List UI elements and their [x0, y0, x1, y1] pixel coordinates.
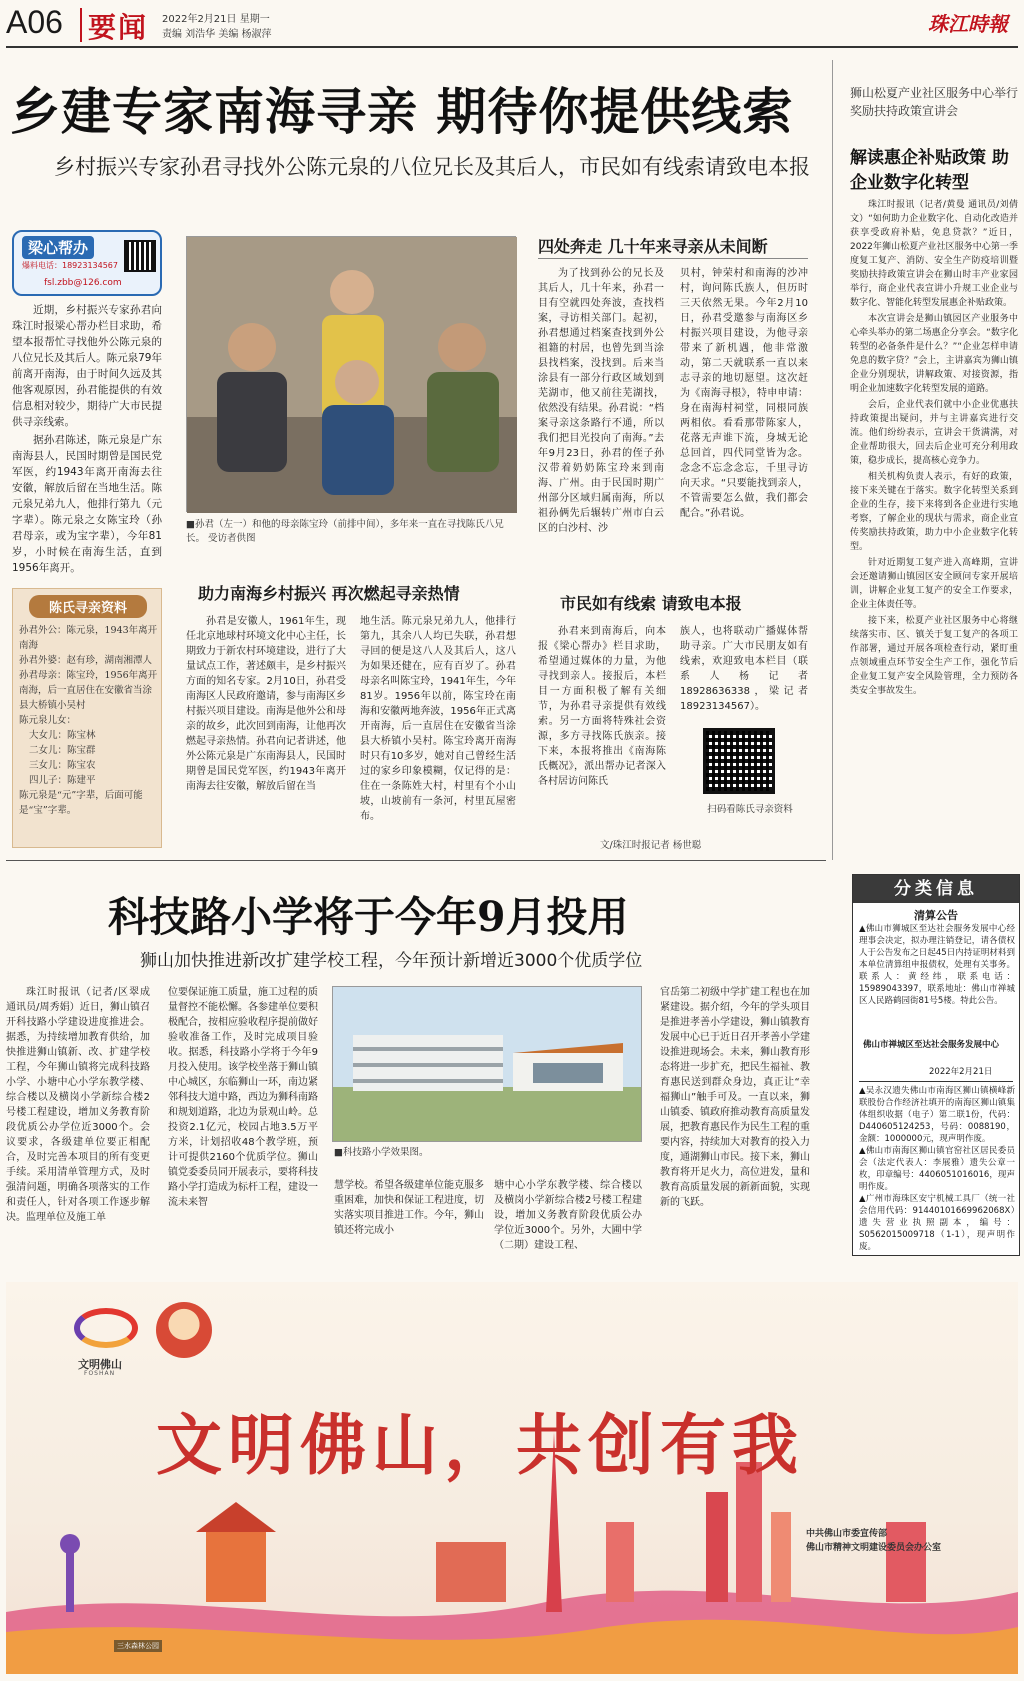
section3-title: 市民如有线索 请致电本报 — [560, 594, 742, 613]
sidebar-para: 会后，企业代表们就中小企业优惠扶持政策提出疑问，并与主讲嘉宾进行交流。他们纷纷表示，宣讲会干货满满，对企业帮助很大，回去后企业可充分利用政策，稳步成长，提高核心竞争力。 — [850, 400, 1018, 466]
family-info-item: 二女儿：陈宝群 — [29, 745, 96, 756]
classified-notice-1-sign: 佛山市禅城区至达社会服务发展中心 — [863, 1040, 1000, 1050]
family-photo-illustration — [187, 237, 517, 513]
family-photo — [186, 236, 516, 512]
banner-park-sign: 三水森林公园 — [114, 1640, 162, 1652]
lead-intro — [12, 302, 162, 578]
banner-logo-mark — [74, 1308, 138, 1348]
classified-notice: ▲广州市海珠区安宁机械工具厂（统一社会信用代码：91440101669962068X）遗失营业执照副本，编号：S0562015009718（1-1），现声明作废。 — [859, 1194, 1015, 1252]
family-info-item: 孙君外公：陈元泉，1943年离开南海 — [19, 625, 158, 651]
page-number: A06 — [6, 4, 63, 40]
section3-col2: 族人，也将联动广播媒体帮助寻亲。广大市民朋友如有线索，欢迎致电本栏目（联系人杨记者18928636338，梁记者18923134567）。 — [680, 626, 808, 712]
sidebar-body — [850, 198, 1018, 848]
lead-headline: 乡建专家南海寻亲 期待你提供线索 — [10, 82, 794, 141]
hotline-box — [12, 230, 162, 296]
school-photo — [332, 986, 642, 1142]
second-col1: 珠江时报讯（记者/区翠成 通讯员/周秀娟）近日，狮山镇召开科技路小学建设进度推进会。据悉，为持续增加教育供给，加快推进狮山镇新、改、扩建学校工程，今年狮山镇将完成科技路小学、小塘中心小学东教学楼、综合楼以及横岗小学新综合楼2号楼工程建设，增加义务教育阶段优质公办学位近3000个。会议要求，各级建单位要正相配合，及时完善本项目的所有变更手续。采用清单管理方式，及时强清问题，明确各项落实的工作和责任人，针对各项工作逐步解决。监理单位及施工单 — [6, 987, 150, 1223]
banner-sponsor-1: 中共佛山市委宣传部 — [806, 1529, 888, 1539]
section2-title: 助力南海乡村振兴 再次燃起寻亲热情 — [198, 584, 460, 603]
sidebar-para: 珠江时报讯（记者/黄曼 通讯员/刘倩文）“如何助力企业数字化、自动化改造并获享受政府补贴，免息贷款？”近日，2022年狮山松夏产业社区服务中心第一季度复工复产、消防、安全生产防疫培训暨奖励扶持政策宣讲会在狮山时丰产业家园举行，商企业代表宣讲小升规工业企业与数字化、智能化转型发展惠企补贴政策。 — [850, 200, 1018, 308]
classified-box — [852, 874, 1020, 1256]
second-col3: 慧学校。希望各级建单位能克服多重困难，加快和保证工程进度，切实落实项目推进工作。今年，狮山镇还将完成小 — [334, 1180, 484, 1236]
sidebar-para: 针对近期复工复产进入高峰期，宣讲会还邀请狮山镇园区安全顾问专家开展培训，讲解企业复工复产的安全工作要求，企业主体责任等。 — [850, 558, 1018, 610]
classified-header: 分类信息 — [853, 875, 1019, 903]
sidebar-kicker: 狮山松夏产业社区服务中心举行奖励扶持政策宣讲会 — [850, 86, 1019, 118]
lead-intro-para-1: 近期，乡村振兴专家孙君向珠江时报梁心帮办栏目求助，希望本报帮忙寻找他外公陈元泉的八位兄长及其后人。陈元泉79年前离开南海，由于时间久远及其他客观原因，孙君能提供的有效信息相对较少，期待广大市民提供寻亲线索。 — [12, 304, 162, 428]
sidebar-para: 相关机构负责人表示，有好的政策，接下来关键在于落实。数字化转型关系到企业的生存，接下来将到各企业进行实地考察，了解企业的现状与需求，商企业宣传奖励扶持政策，助力中小企业数字化转型。 — [850, 472, 1018, 552]
section2-col2: 地生活。陈元泉兄弟九人，他排行第九，其余八人均已失联，孙君想寻回的便是这八人及其后人，这八为如果还健在，应有百岁了。孙君母亲名叫陈宝玲，1941年生，今年81岁。1956年以前，陈宝玲在南海和安徽两地奔波，1956年正式离开南海，后一直居住在安徽省当涂县大桥镇小吴村。陈宝玲离开南海时只有10多岁，她对自己曾经生活过的家乡印象模糊，仅记得的是：住在一条陈姓大村，村里有个小山坡，山坡前有一条河，村里瓦屋密布。 — [360, 616, 516, 822]
banner-slogan: 文明佛山，共创有我 — [156, 1406, 804, 1484]
section3-qr-code[interactable] — [703, 728, 775, 794]
classified-notice: ▲佛山市南海区狮山镇官窑社区居民委员会（法定代表人：李展雅）遗失公章一枚，印章编号：4406051016016，现声明作废。 — [859, 1146, 1015, 1192]
date-line: 2022年2月21日 星期一 — [162, 14, 270, 25]
hotline-title: 梁心帮办 — [22, 236, 94, 259]
school-rendering — [333, 987, 642, 1142]
hotline-email: fsl.zbb@126.com — [44, 278, 122, 288]
banner-logo-sub: FOSHAN — [84, 1370, 116, 1377]
family-info-item: 陈元泉是“元”字辈，后面可能是“宝”字辈。 — [19, 790, 143, 816]
family-info-item: 三女儿：陈宝农 — [29, 760, 96, 771]
section2-col1: 孙君是安徽人，1961年生，现任北京地球村环境文化中心主任，长期致力于新农村环境建设，进行了大量试点工作，著述颇丰，是乡村振兴方面的知名专家。2月10日，孙君受南海区人民政府邀请，参与南海区乡村振兴项目建设。南海是他外公和母亲的故乡，此次回到南海，让他再次燃起寻亲热情。孙君向记者讲述，他外公陈元泉是广东南海县人，民国时期曾是国民党军医，约1943年离开南海去往安徽，解放后留在当 — [186, 616, 346, 792]
section3-col1: 孙君来到南海后，向本报《梁心帮办》栏目求助，希望通过媒体的力量，为他寻找到亲人。接报后，本栏目一方面积极了解有关细节，为孙君寻亲提供有效线索。另一方面将特殊社会资源，多方寻找陈氏族亲。接下来，本报将推出《南海陈氏概况》，派出帮办记者深入各村居访问陈氏 — [538, 626, 666, 787]
section1-col2: 贝村，钟荣村和南海的沙冲村，询问陈氏族人，但历时三天依然无果。今年2月10日，孙君受邀参与南海区乡村振兴项目建设，为他寻亲带来了新机遇，他非常激动，第二天就联系一直以来志寻亲的地切愿望。这次赶为《南海寻根》，特申申请：身在南海村祠堂，同根同族两相依。看看那带陈家人，花落无声谁下流，身城无论总回首，四代同堂皆为念。念念不忘念念忘，千里寻访向天求。“只要能找到亲人，不管需要怎么做，我们都会配合。”孙君说。 — [680, 268, 808, 519]
school-photo-caption: ■科技路小学效果图。 — [334, 1147, 429, 1158]
masthead-divider — [80, 8, 82, 42]
classified-notice-1-date: 2022年2月21日 — [929, 1067, 993, 1077]
masthead — [0, 0, 1024, 50]
lead-subhead: 乡村振兴专家孙君寻找外公陈元泉的八位兄长及其后人，市民如有线索请致电本报 — [54, 155, 810, 179]
family-photo-caption: ■孙君（左一）和他的母亲陈宝玲（前排中间），多年来一直在寻找陈氏八兄长。 受访者供图 — [186, 519, 504, 544]
sidebar-para: 接下来，松夏产业社区服务中心将继续落实市、区、镇关于复工复产的各项工作部署，通过开展各项检查行动，紧盯重点领域重点环节安全生产工作，强化节后企业复工复产安全风险管理，全力预防各类安全事故发生。 — [850, 616, 1018, 696]
lead-byline: 文/珠江时报记者 杨世聪 — [600, 840, 702, 851]
lead-story-bottom-rule — [6, 860, 826, 861]
sidebar-headline: 解读惠企补贴政策 助企业数字化转型 — [850, 148, 1009, 193]
hotline-qr-code[interactable] — [124, 240, 156, 272]
classified-notices — [859, 1085, 1015, 1253]
section1-title: 四处奔走 几十年来寻亲从未间断 — [538, 237, 768, 256]
family-info-title: 陈氏寻亲资料 — [29, 595, 147, 618]
section-name: 要闻 — [88, 11, 149, 44]
family-info-item: 大女儿：陈宝林 — [29, 730, 96, 741]
second-subhead: 狮山加快推进新改扩建学校工程，今年预计新增近3000个优质学位 — [140, 951, 643, 971]
lead-intro-para-2: 据孙君陈述，陈元泉是广东南海县人，民国时期曾是国民党军医，约1943年离开南海去往安徽，解放后留在当地生活。陈元泉兄弟九人，他排行第九（元字辈）。陈元泉之女陈宝玲（孙君母亲，或为宝字辈），今年81岁，小时候在南海生活，直到1956年离开。 — [12, 434, 162, 574]
editors-line: 责编 刘浩华 美编 杨淑萍 — [162, 29, 272, 40]
banner-sponsor-2: 佛山市精神文明建设委员会办公室 — [806, 1543, 942, 1553]
second-col5: 官岳第二初级中学扩建工程也在加紧建设。据介绍，今年的学头项目是推进孝善小学建设，狮山镇教育发展中心已于近日召开孝善小学建设推进现场会。未来，狮山教育形态将进一步扩充，把民生福祉、教育惠民送到群众身边，真正让“幸福狮山”触手可及。一直以来，狮山镇委、镇政府推动教育高质量发展，把教育惠民作为民生工程的重要内容，持续加大对教育的投入力度，通湖狮山市民。接下来，狮山教育将开足火力，高位进发，量和教育高质量发展的新新面貌，实现新的飞跃。 — [660, 987, 810, 1208]
family-info-list — [19, 623, 159, 818]
sidebar-para: 本次宣讲会是狮山镇园区产业服务中心牵头举办的第二场惠企分享会。“数字化转型的必备条件是什么？”“企业怎样申请免息的数字贷？”会上，主讲嘉宾为狮山镇企业分别现状，讲解政策、对接资源，指明企业加速数字化转型发展的道路。 — [850, 314, 1018, 394]
family-info-box — [12, 588, 162, 848]
hotline-phone: 爆料电话：18923134567 — [22, 261, 118, 270]
family-info-item: 四儿子：陈建平 — [29, 775, 96, 786]
classified-notice-title: 清算公告 — [914, 909, 958, 922]
section3-qr-caption: 扫码看陈氏寻亲资料 — [707, 804, 793, 815]
family-info-item: 陈元泉儿女： — [19, 715, 77, 726]
classified-notice: ▲吴永汉遗失佛山市南海区狮山镇横峰新联股份合作经济社填开的南海区狮山镇集体组织收据（电子）第二联1份，代码：D440605124253，号码：0088190，金额：1000000元，现声明作废。 — [859, 1086, 1015, 1144]
second-col4: 塘中心小学东教学楼、综合楼以及横岗小学新综合楼2号楼工程建设，增加义务教育阶段优质公办学位近3000个。另外，大圃中学（二期）建设工程、 — [494, 1180, 642, 1251]
second-headline: 科技路小学将于今年9月投用 — [108, 893, 629, 941]
paper-name-logo: 珠江時報 — [928, 12, 1008, 36]
family-info-item: 孙君母亲：陈宝玲，1956年离开南海，后一直居住在安徽省当涂县大桥镇小吴村 — [19, 670, 158, 711]
sidebar-divider — [832, 60, 833, 860]
second-col2: 位要保证施工质量，施工过程的质量督控不能松懈。各参建单位要积极配合，按相应验收程序提前做好验收准备工作，及时完成项目验收。据悉，科技路小学将于今年9月投入使用。该学校坐落于狮山镇中心城区，东临狮山一环，南边紧邻科技大道中路，西边为狮科南路和规划道路，北边为景观山岭。总投资2.1亿元，校园占地3.5万平方米，计划招收48个教学班，预计可提供2160个优质学位。狮山镇党委委员同开展表示，要将科技路小学打造成为标杆工程，建设一流未来智 — [168, 987, 318, 1208]
section1-col1: 为了找到孙公的兄长及其后人，几十年来，孙君一目有空就四处奔波，查找档案，寻访相关部门。起初，孙君想通过档案查找到外公祖籍的村居，也曾先到当涂县找档案，没找到。后来当涂县有一部分行政区域划到芜湖市，他又前往芜湖找，依然没有结果。孙君说：“档案寻亲这条路行不通，所以我们把目光投向了南海。”去年9月23日，孙君的侄子孙汉带着奶奶陈宝玲来到南海、广州。由于民国时期广州部分区域归属南海，所以祖孙俩先后辗转广州市白云区的白沙村、沙 — [538, 268, 664, 534]
civilization-banner — [6, 1282, 1018, 1674]
masthead-rule — [6, 46, 1018, 48]
classified-notice-1: ▲佛山市狮城区至达社会服务发展中心经理事会决定，拟办理注销登记，请各债权人于公告发布之日起45日内持证明材料到本单位清算组申报债权，处理有关事务。联系人：黄经纬，联系电话：15989043397，联系地址：佛山市禅城区人民路鹤园街81号5楼。特此公告。 — [859, 924, 1015, 1006]
banner-mascot — [156, 1302, 212, 1358]
family-info-item: 孙君外婆：赵有珍，湖南湘潭人 — [19, 655, 153, 666]
classified-rule — [859, 1081, 1013, 1082]
banner-logo-text: 文明佛山 — [78, 1358, 122, 1371]
section1-rule — [538, 258, 808, 259]
